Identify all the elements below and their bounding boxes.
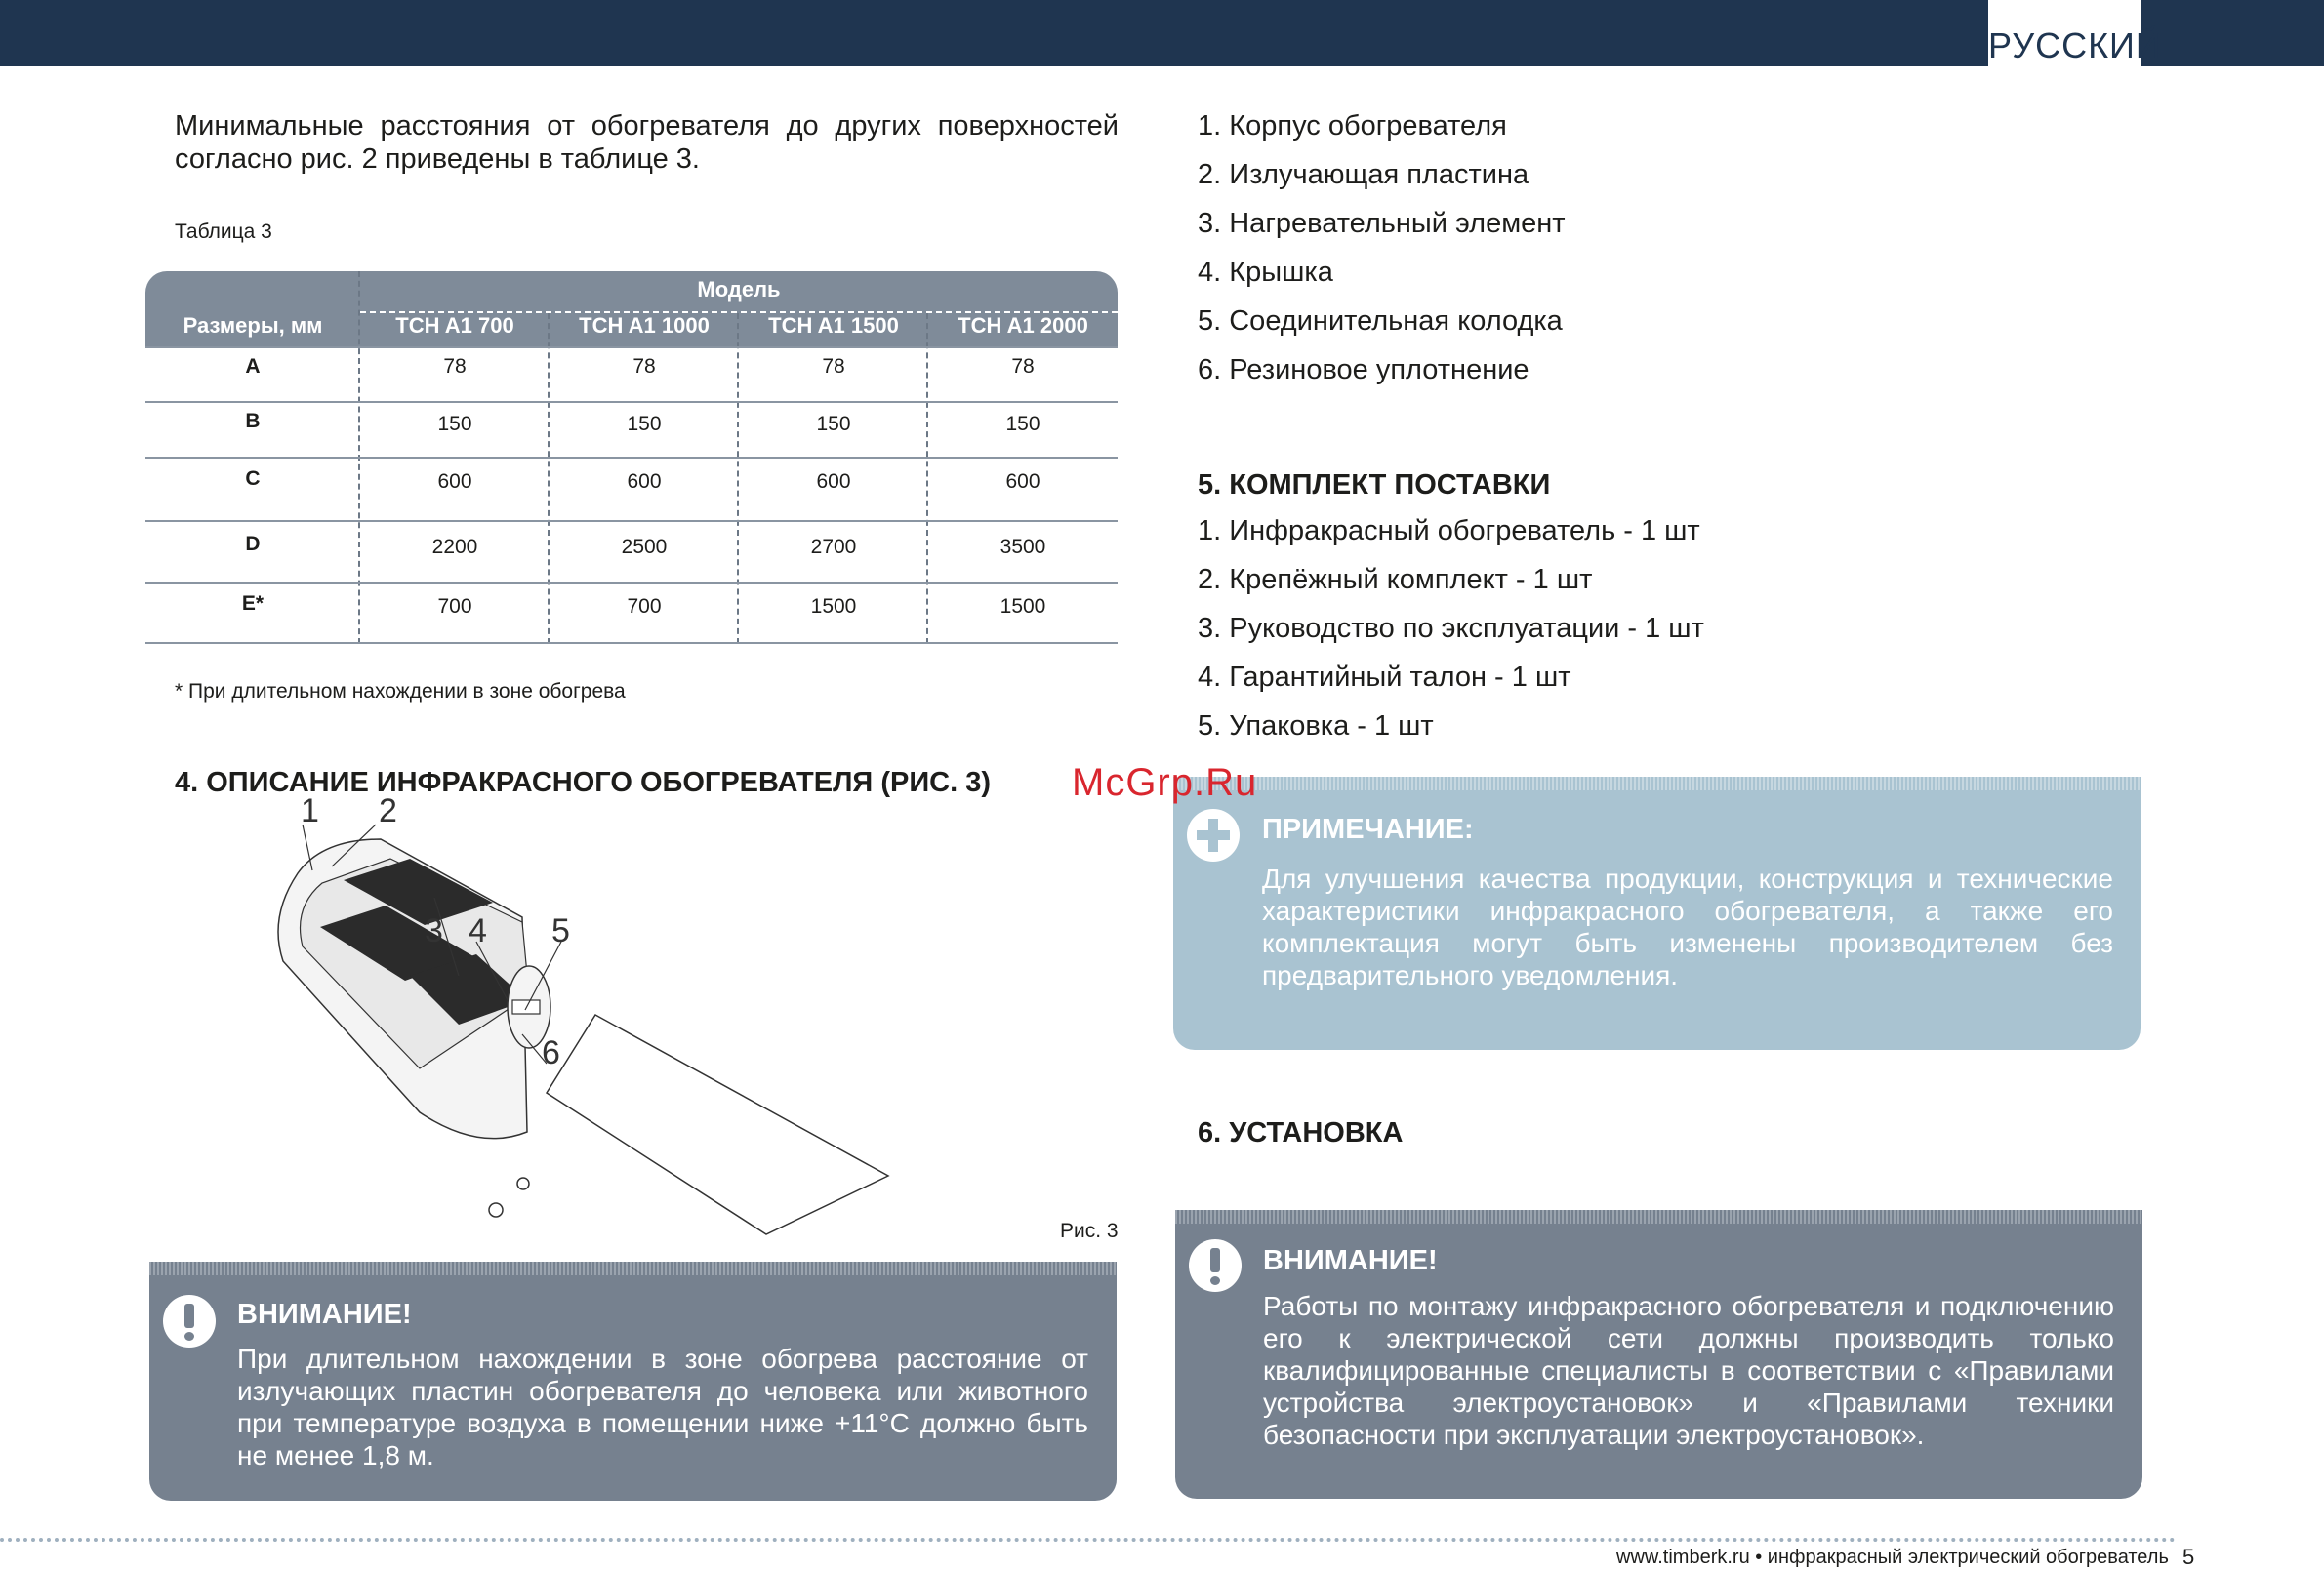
section6-title: 6. УСТАНОВКА — [1198, 1117, 1404, 1148]
figure-label-4: 4 — [469, 912, 487, 949]
plus-icon — [1187, 809, 1240, 862]
table-cell: 700 — [437, 595, 472, 618]
table-cell: 78 — [632, 355, 656, 378]
figure-label-2: 2 — [379, 792, 397, 829]
heater-figure — [301, 792, 908, 1249]
model-col-1: TCH A1 700 — [395, 313, 514, 338]
warning-box-left — [149, 1262, 1117, 1501]
figure-label-5: 5 — [551, 912, 570, 949]
exclamation-icon — [1189, 1239, 1242, 1292]
list-item: 2. Крепёжный комплект - 1 шт — [1198, 564, 1593, 595]
footer-text: www.timberk.ru • инфракрасный электрический обогреватель — [1616, 1547, 2169, 1568]
model-col-2: TCH A1 1000 — [579, 313, 710, 338]
row-divider — [145, 346, 1118, 348]
row-divider — [145, 401, 1118, 403]
table-cell: 150 — [816, 413, 851, 435]
row-key: A — [245, 355, 261, 378]
distance-table — [145, 271, 1118, 644]
list-item: 1. Корпус обогревателя — [1198, 110, 1507, 141]
dim-header: Размеры, мм — [183, 313, 323, 338]
note-text: Для улучшения качества продукции, конструкция и технические характеристики инфракрасного обогревателя, а также его комплектация могут быть изменены производителем без предварительного уведомления. — [1262, 864, 2113, 990]
table-cell: 78 — [1011, 355, 1035, 378]
footer-rule — [0, 1538, 2177, 1542]
warning-text: Работы по монтажу инфракрасного обогревателя и подключению его к электрической сети должны производить только квалифицированные специалисты в соответствии с «Правилами устройства электроустановок» и «Правилами техники безопасности при эксплуатации электроустановок». — [1263, 1291, 2114, 1450]
section4-title: 4. ОПИСАНИЕ ИНФРАКРАСНОГО ОБОГРЕВАТЕЛЯ (РИС. 3) — [175, 767, 992, 798]
table-caption: Таблица 3 — [175, 221, 272, 243]
table-cell: 600 — [437, 470, 472, 493]
table-cell: 700 — [627, 595, 662, 618]
parts-list — [1198, 110, 1566, 403]
table-cell: 150 — [437, 413, 472, 435]
section5-title: 5. КОМПЛЕКТ ПОСТАВКИ — [1198, 469, 1551, 501]
header-bar — [0, 0, 2324, 66]
list-item: 5. Соединительная колодка — [1198, 305, 1563, 337]
table-cell: 150 — [1005, 413, 1040, 435]
list-item: 3. Руководство по эксплуатации - 1 шт — [1198, 613, 1704, 644]
mount-hole — [517, 1178, 529, 1189]
table-cell: 3500 — [999, 536, 1046, 558]
figure-label-3: 3 — [425, 912, 443, 949]
table-cell: 78 — [443, 355, 467, 378]
note-box — [1173, 777, 2141, 1050]
list-item: 1. Инфракрасный обогреватель - 1 шт — [1198, 515, 1700, 546]
table-cell: 78 — [822, 355, 845, 378]
table-footnote: * При длительном нахождении в зоне обогрева — [175, 680, 626, 703]
table-cell: 600 — [816, 470, 851, 493]
page-number: 5 — [2182, 1545, 2195, 1569]
warning-title: ВНИМАНИЕ! — [237, 1299, 412, 1330]
note-title: ПРИМЕЧАНИЕ: — [1262, 814, 1474, 845]
table-cell: 1500 — [810, 595, 857, 618]
table-cell: 2500 — [621, 536, 668, 558]
warning-title: ВНИМАНИЕ! — [1263, 1245, 1438, 1276]
figure-caption: Рис. 3 — [1060, 1220, 1119, 1242]
watermark: McGrp.Ru — [1072, 761, 1258, 804]
table-cell: 150 — [627, 413, 662, 435]
mount-hole — [489, 1203, 503, 1217]
row-key: B — [245, 410, 261, 432]
table-cell: 1500 — [999, 595, 1046, 618]
intro-text: Минимальные расстояния от обогревателя до других поверхностей согласно рис. 2 приведены в таблице 3. — [175, 110, 1119, 175]
box-stripe — [1173, 777, 2141, 790]
mounting-plate — [547, 1015, 888, 1234]
table-cell: 2200 — [431, 536, 478, 558]
box-stripe — [149, 1262, 1117, 1275]
table-cell: 600 — [627, 470, 662, 493]
warning-box-right — [1175, 1210, 2142, 1499]
model-col-3: TCH A1 1500 — [768, 313, 899, 338]
row-divider — [145, 642, 1118, 644]
row-divider — [145, 520, 1118, 522]
box-stripe — [1175, 1210, 2142, 1224]
model-header: Модель — [697, 277, 781, 302]
row-divider — [145, 582, 1118, 584]
list-item: 4. Гарантийный талон - 1 шт — [1198, 662, 1571, 693]
list-item: 3. Нагревательный элемент — [1198, 208, 1566, 239]
language-label: РУССКИЙ — [1988, 25, 2162, 65]
list-item: 5. Упаковка - 1 шт — [1198, 710, 1434, 742]
list-item: 6. Резиновое уплотнение — [1198, 354, 1529, 385]
model-col-4: TCH A1 2000 — [958, 313, 1088, 338]
table-cell: 600 — [1005, 470, 1040, 493]
list-item: 2. Излучающая пластина — [1198, 159, 1529, 190]
figure-label-6: 6 — [542, 1034, 560, 1071]
row-key: C — [245, 467, 261, 490]
figure-label-1: 1 — [301, 792, 319, 829]
row-key: E* — [241, 592, 265, 615]
list-item: 4. Крышка — [1198, 257, 1333, 288]
table-cell: 2700 — [810, 536, 857, 558]
warning-text: При длительном нахождении в зоне обогрева расстояние от излучающих пластин обогревателя до человека или животного при температуре воздуха в помещении ниже +11°С должно быть не менее 1,8 м. — [237, 1344, 1088, 1470]
exclamation-icon — [163, 1295, 216, 1348]
row-key: D — [245, 533, 261, 555]
row-divider — [145, 457, 1118, 459]
delivery-list — [1198, 515, 1704, 759]
